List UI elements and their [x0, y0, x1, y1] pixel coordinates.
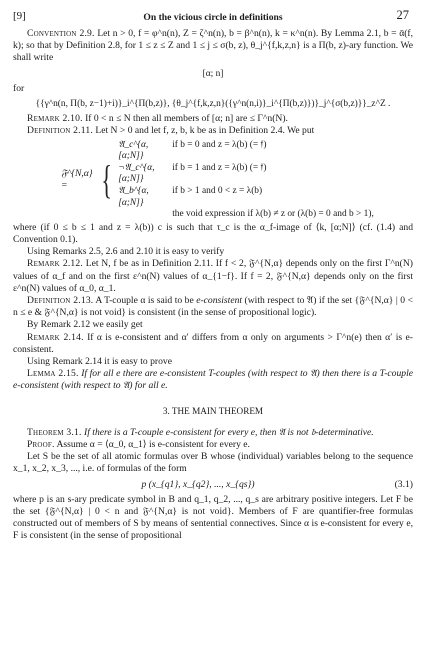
remark-2-14 [13, 332, 413, 356]
case-row [118, 209, 374, 221]
case-lhs: 𝔉^{N,α} = [61, 168, 93, 192]
equation-3-1 [13, 479, 413, 491]
definition-text-cont: (with respect to 𝔄) if the set {𝔉^{N,α} | 0 < n ≤ e & 𝔉^{N,α} is not void} is consistent (in the sense of propositional logic). [13, 295, 414, 319]
case-condition: the void expression if λ(b) ≠ z or (λ(b) = 0 and b > 1), [172, 209, 374, 220]
case-definition [61, 140, 413, 221]
equation-number: (3.1) [394, 478, 413, 490]
case-value: 𝔄_c^{α,[α;N]} [118, 139, 149, 162]
running-title: On the vicious circle in definitions [143, 12, 283, 23]
section-heading: 3. THE MAIN THEOREM [162, 405, 264, 416]
case-value: 𝔄_b^{α,[α;N]} [118, 186, 149, 208]
remark-2-12 [13, 258, 413, 295]
remark-text: If 0 < n ≤ N then all members of [α; n] are ≤ Γ^n(N). [85, 113, 288, 125]
case-row [118, 163, 374, 186]
definition-continuation: where (if 0 ≤ b ≤ 1 and z = λ(b)) c is such that τ_c is the α_f-image of ⟨k, [α;N]⟩ (cf. (1.4) and Convention 0.1). [13, 221, 413, 245]
case-value [118, 209, 172, 221]
case-list [118, 140, 374, 221]
theorem-text: If there is a T-couple e-consistent for every e, then 𝔄 is not 𝔟-determinative. [84, 426, 374, 438]
remark-label: Remark 2.12. [27, 258, 84, 270]
remark-2-10 [13, 113, 413, 125]
proof-label: Proof. [27, 439, 55, 451]
case-condition: if b = 1 and z = λ(b) (= 𝔣) [172, 162, 267, 173]
formula-expansion: {{γ^n(n, Π(b, z−1)+i)}_i^{Π(b,z)}, {θ_j^{f,k,z,n}({γ^n(n,i)}_i^{Π(b,z)})}_j^{σ(b,z)}}_z^Z . [35, 99, 391, 110]
convention-2-9 [13, 28, 413, 65]
convention-text: Let n > 0, f = φ^n(n), Z = ζ^n(n), b = β^n(n), k = κ^n(n). By Lemma 2.1, b = ᾱ(f, k); so that by Definition 2.8, for 1 ≤ z ≤ Z and 1 ≤ j ≤ σ(b, z), θ_j^{f,k,z,n} is a Π(b, z)-ary function. We shall write [13, 28, 414, 64]
defined-term: e-consistent [196, 295, 243, 306]
remark-label: Remark 2.10. [27, 113, 83, 125]
section-marker: [9] [13, 10, 26, 22]
case-condition: if b = 0 and z = λ(b) (= 𝔣) [172, 139, 267, 150]
formula-alpha-n: [α; n] [202, 68, 224, 79]
definition-text: A T-couple α is said to be [95, 295, 194, 306]
case-condition: if b > 1 and 0 < z = λ(b) [172, 186, 263, 196]
set-s-definition: Let S be the set of all atomic formulas over B whose (individual) variables belong to the sequence x_1, x_2, x_3, ..., i.e. of formulas of the form [13, 451, 413, 475]
equation-formula: p (x_{q1}, x_{q2}, ..., x_{qs}) [141, 478, 255, 490]
lemma-label: Lemma 2.15. [27, 368, 79, 380]
remark-label: Remark 2.14. [27, 331, 84, 343]
remark-text: Let N, f be as in Definition 2.11. If f < 2, 𝔉^{N,α} depends only on the first Γ^n(N) values of α_f and on the first ε^n(N) values of α_{1−f}. If f = 2, 𝔉^{N,α} depends only on the first ε^n(N) values of α_0, α_1. [13, 258, 413, 294]
left-brace: { [101, 157, 112, 203]
lemma-2-15 [13, 368, 413, 392]
page-number: 27 [396, 8, 409, 22]
definition-text: Let N > 0 and let f, z, b, k be as in Definition 2.4. We put [95, 125, 315, 137]
case-row [118, 186, 374, 209]
by-remark: By Remark 2.12 we easily get [27, 319, 143, 331]
definition-label: Definition 2.11. [27, 125, 93, 137]
for-word: for [13, 82, 25, 94]
definition-2-13 [13, 295, 413, 319]
case-row [118, 140, 374, 163]
running-header [13, 8, 413, 28]
theorem-label: Theorem 3.1. [27, 426, 82, 438]
definition-label: Definition 2.13. [27, 295, 94, 306]
definition-2-11 [13, 125, 413, 137]
proof [13, 439, 413, 451]
using-remark: Using Remark 2.14 it is easy to prove [27, 356, 172, 368]
case-value: ¬𝔄_c^{α,[α;N]} [118, 162, 155, 185]
theorem-3-1 [13, 427, 413, 439]
lemma-text: If for all e there are e-consistent T-couples (with respect to 𝔄) then there is a T-couple e-consistent (with respect to 𝔄) for all e. [13, 368, 413, 392]
remark-text: If α is e-consistent and α′ differs from α only on arguments > Γ^n(e) then α′ is e-consistent. [13, 331, 413, 355]
using-remarks: Using Remarks 2.5, 2.6 and 2.10 it is easy to verify [27, 246, 225, 258]
final-paragraph: where p is an s-ary predicate symbol in B and q_1, q_2, ..., q_s are arbitrary positive integers. Let F be the set {𝔉^{N,α} | 0 < n and 𝔉^{N,α} is not void}. Members of F are quantifier-free formulas constructed out of members of S by means of sentential connectives. Since α is e-consistent for every e, F is consistent (in the sense of propositional [13, 493, 413, 542]
proof-text: Assume α = ⟨α_0, α_1⟩ is e-consistent for every e. [56, 439, 250, 451]
convention-label: Convention 2.9. [27, 28, 95, 39]
